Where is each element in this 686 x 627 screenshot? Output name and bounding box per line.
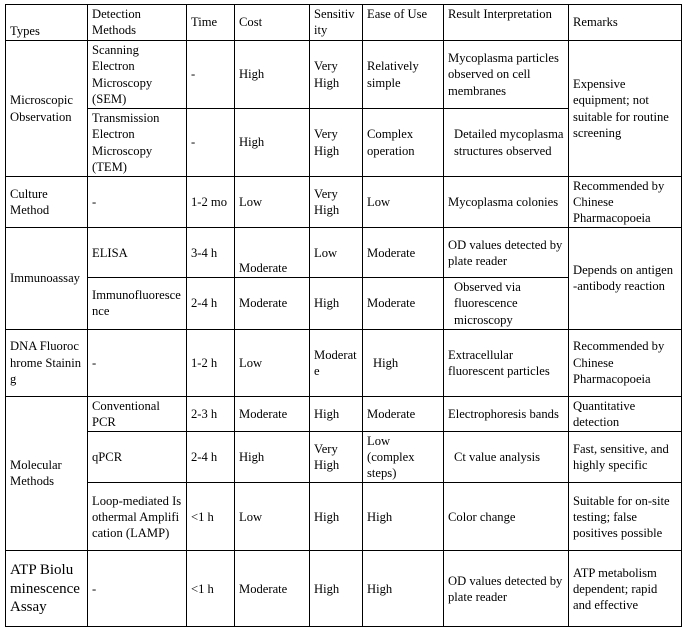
sensitivity-cell: Very High — [310, 431, 363, 482]
result-cell: Mycoplasma colonies — [444, 177, 569, 228]
remarks-cell: Recommended by Chinese Pharmacopoeia — [569, 329, 682, 396]
method-cell: - — [88, 551, 187, 627]
detection-methods-table — [5, 4, 682, 627]
result-cell: Color change — [444, 483, 569, 551]
cost-cell: Low — [235, 177, 310, 228]
cost-cell: Low — [235, 483, 310, 551]
time-cell: 2-3 h — [187, 396, 235, 431]
remarks-cell: Recommended by Chinese Pharmacopoeia — [569, 177, 682, 228]
cost-cell: High — [235, 431, 310, 482]
table-row — [6, 228, 682, 278]
type-cell: Microscopic Observation — [6, 41, 88, 177]
cost-cell: Low — [235, 329, 310, 396]
sensitivity-cell: Low — [310, 228, 363, 278]
cost-cell: High — [235, 41, 310, 109]
header-ease-of-use: Ease of Use — [363, 5, 444, 41]
method-cell: Transmission Electron Microscopy (TEM) — [88, 109, 187, 177]
method-cell: Loop-mediated Isothermal Amplification (LAMP) — [88, 483, 187, 551]
time-cell: 2-4 h — [187, 431, 235, 482]
ease-cell: High — [363, 551, 444, 627]
time-cell: <1 h — [187, 483, 235, 551]
sensitivity-cell: Very High — [310, 177, 363, 228]
table-row — [6, 483, 682, 551]
result-cell: OD values detected by plate reader — [444, 551, 569, 627]
time-cell: 3-4 h — [187, 228, 235, 278]
cost-cell: Moderate — [235, 228, 310, 278]
sensitivity-cell: High — [310, 551, 363, 627]
ease-cell: Low — [363, 177, 444, 228]
header-remarks: Remarks — [569, 5, 682, 41]
header-time: Time — [187, 5, 235, 41]
cost-cell: Moderate — [235, 551, 310, 627]
header-types: Types — [6, 5, 88, 41]
ease-cell: Moderate — [363, 228, 444, 278]
header-cost: Cost — [235, 5, 310, 41]
type-cell: ATP Bioluminescence Assay — [6, 551, 88, 627]
ease-cell: Moderate — [363, 278, 444, 329]
header-row — [6, 5, 682, 41]
sensitivity-cell: Very High — [310, 41, 363, 109]
method-cell: Scanning Electron Microscopy (SEM) — [88, 41, 187, 109]
remarks-cell: ATP metabolism dependent; rapid and effective — [569, 551, 682, 627]
header-sensitivity: Sensitivity — [310, 5, 363, 41]
method-cell: ELISA — [88, 228, 187, 278]
time-cell: 1-2 h — [187, 329, 235, 396]
header-result-interpretation: Result Interpretation — [444, 5, 569, 41]
table-row — [6, 396, 682, 431]
ease-cell: Relatively simple — [363, 41, 444, 109]
type-cell: Culture Method — [6, 177, 88, 228]
table-row — [6, 551, 682, 627]
sensitivity-cell: High — [310, 396, 363, 431]
method-cell: Immunofluorescence — [88, 278, 187, 329]
sensitivity-cell: Moderate — [310, 329, 363, 396]
time-cell: 1-2 mo — [187, 177, 235, 228]
method-cell: - — [88, 329, 187, 396]
cost-cell: Moderate — [235, 278, 310, 329]
method-cell: Conventional PCR — [88, 396, 187, 431]
result-cell: Electrophoresis bands — [444, 396, 569, 431]
result-cell: Mycoplasma particles observed on cell membranes — [444, 41, 569, 109]
ease-cell: Low (complex steps) — [363, 431, 444, 482]
ease-cell: High — [363, 483, 444, 551]
remarks-cell: Expensive equipment; not suitable for routine screening — [569, 41, 682, 177]
type-cell: DNA Fluorochrome Staining — [6, 329, 88, 396]
remarks-cell: Quantitative detection — [569, 396, 682, 431]
result-cell: Observed via fluorescence microscopy — [444, 278, 569, 329]
result-cell: OD values detected by plate reader — [444, 228, 569, 278]
ease-cell: High — [363, 329, 444, 396]
time-cell: 2-4 h — [187, 278, 235, 329]
sensitivity-cell: High — [310, 278, 363, 329]
table-row — [6, 431, 682, 482]
table-row — [6, 177, 682, 228]
cost-cell: Moderate — [235, 396, 310, 431]
remarks-cell: Depends on antigen-antibody reaction — [569, 228, 682, 329]
cost-cell: High — [235, 109, 310, 177]
remarks-cell: Suitable for on-site testing; false positives possible — [569, 483, 682, 551]
table-row — [6, 329, 682, 396]
ease-cell: Complex operation — [363, 109, 444, 177]
type-cell: Immunoassay — [6, 228, 88, 329]
method-cell: - — [88, 177, 187, 228]
method-cell: qPCR — [88, 431, 187, 482]
ease-cell: Moderate — [363, 396, 444, 431]
table-row — [6, 41, 682, 109]
header-detection-methods: Detection Methods — [88, 5, 187, 41]
sensitivity-cell: Very High — [310, 109, 363, 177]
result-cell: Ct value analysis — [444, 431, 569, 482]
time-cell: <1 h — [187, 551, 235, 627]
time-cell: - — [187, 109, 235, 177]
result-cell: Extracellular fluorescent particles — [444, 329, 569, 396]
remarks-cell: Fast, sensitive, and highly specific — [569, 431, 682, 482]
time-cell: - — [187, 41, 235, 109]
result-cell: Detailed mycoplasma structures observed — [444, 109, 569, 177]
sensitivity-cell: High — [310, 483, 363, 551]
type-cell: Molecular Methods — [6, 396, 88, 551]
